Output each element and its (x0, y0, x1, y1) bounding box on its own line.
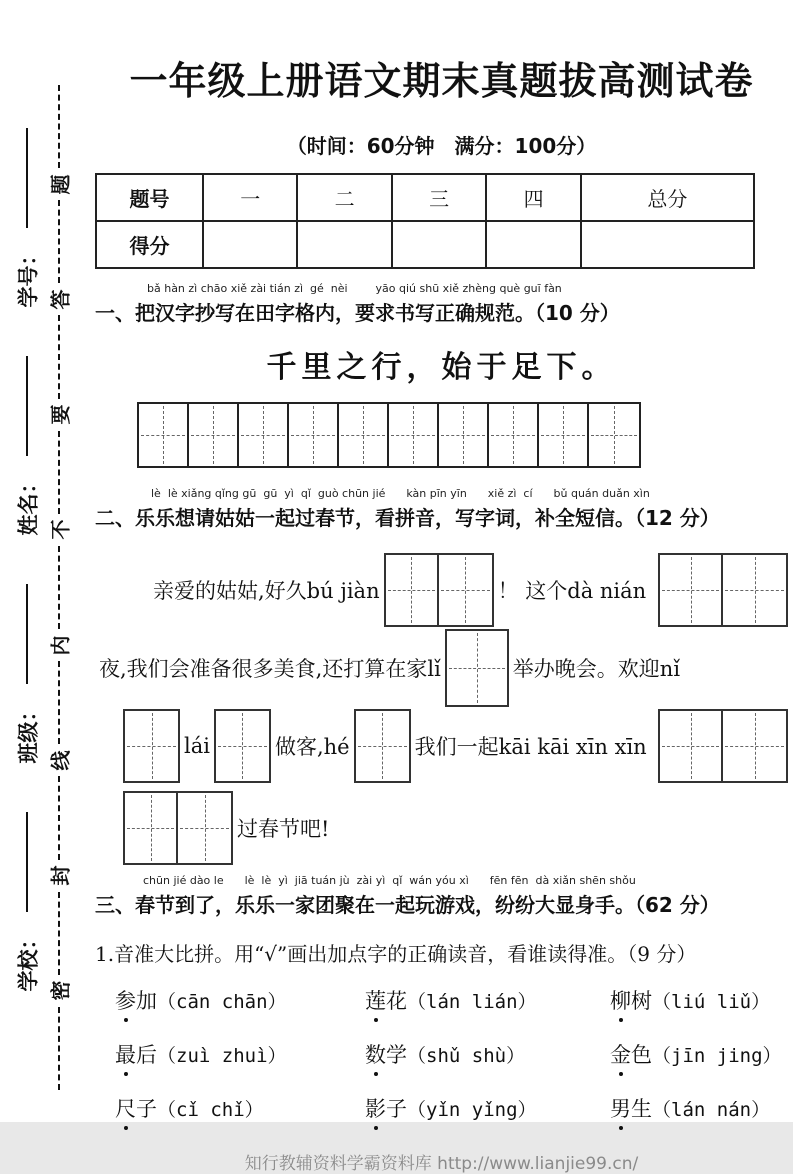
question-number-header: 题号 (96, 174, 203, 221)
tianzige-cell (139, 404, 189, 466)
seal-line (46, 85, 72, 1090)
tianzige-cell (439, 404, 489, 466)
seal-dash (58, 85, 60, 168)
student-info-margin (10, 128, 44, 1040)
section-3-heading: 三、春节到了，乐乐一家团聚在一起玩游戏，纷纷大显身手。（62 分） (95, 893, 720, 918)
word-item: 莲花（lán lián） (365, 985, 610, 1015)
section-3-pinyin: chūn jié dào le lè lè yì jiā tuán jù zài yì qǐ wán yóu xì fēn fēn dà xiǎn shēn shǒu (143, 874, 636, 888)
answer-grid (384, 553, 494, 627)
letter-text: 亲爱的姑姑,好久bú jiàn (153, 579, 380, 604)
word-item: 尺子（cǐ chǐ） (115, 1093, 365, 1123)
col-header-4: 四 (486, 174, 580, 221)
answer-grid (658, 709, 788, 783)
score-table-header-row (96, 174, 754, 221)
blank-line (26, 584, 28, 684)
word-item: 最后（zuì zhuì） (115, 1039, 365, 1069)
tianzige-cell (489, 404, 539, 466)
school-field (10, 812, 44, 1004)
dotted-char: 最 (115, 1039, 136, 1069)
letter-text: 我们一起kāi kāi xīn xīn (414, 735, 647, 760)
seal-dash (58, 200, 60, 283)
seal-dash (58, 776, 60, 859)
score-table (95, 173, 755, 269)
seal-dash (58, 431, 60, 514)
dotted-char: 莲 (365, 985, 386, 1015)
section-2-heading: 二、乐乐想请姑姑一起过春节，看拼音，写字词，补全短信。（12 分） (95, 506, 720, 531)
score-cell-3 (392, 221, 486, 268)
col-header-1: 一 (203, 174, 297, 221)
letter-text: ！ 这个dà nián (497, 579, 647, 604)
letter-text: 过春节吧! (237, 817, 330, 842)
tianzige-cell (539, 404, 589, 466)
student-name-label: 姓名： (16, 472, 40, 536)
letter-line-4 (95, 791, 788, 865)
word-pinyin-options: （jīn jing） (652, 1045, 782, 1068)
tianzige-cell (589, 404, 639, 466)
tianzige-cell (189, 404, 239, 466)
section-1-pinyin: bǎ hàn zì chāo xiě zài tián zì gé nèi yāo qiú shū xiě zhèng què guī fàn (147, 282, 562, 296)
dotted-char: 影 (365, 1093, 386, 1123)
word-pinyin-options: （cǐ chǐ） (157, 1099, 264, 1122)
dotted-char: 尺 (115, 1093, 136, 1123)
score-cell-total (581, 221, 754, 268)
word-pinyin-options: （shǔ shù） (407, 1045, 526, 1068)
score-row-label: 得分 (96, 221, 203, 268)
answer-grid (445, 629, 509, 707)
score-cell-2 (297, 221, 391, 268)
seal-char: 答 (48, 289, 73, 310)
letter-text: 夜,我们会准备很多美食,还打算在家lǐ (99, 657, 441, 682)
seal-char: 线 (48, 750, 73, 771)
exam-content (95, 0, 788, 1174)
word-item: 参加（cān chān） (115, 985, 365, 1015)
word-item: 柳树（liú liǔ） (610, 985, 788, 1015)
score-cell-4 (486, 221, 580, 268)
section-2-pinyin: lè lè xiǎng qǐng gū gū yì qǐ guò chūn jié kàn pīn yīn xiě zì cí bǔ quán duǎn xìn (151, 487, 650, 501)
answer-grid (354, 709, 411, 783)
copy-phrase: 千里之行，始于足下。 (266, 350, 617, 386)
seal-dash (58, 1007, 60, 1090)
word-pinyin-options: （yǐn yǐng） (407, 1099, 537, 1122)
exam-subtitle: （时间：60分钟 满分：100分） (286, 134, 597, 159)
tianzige-cell (289, 404, 339, 466)
word-pinyin-options: （lán nán） (652, 1099, 771, 1122)
seal-char: 题 (48, 174, 73, 195)
word-item: 男生（lán nán） (610, 1093, 788, 1123)
dotted-char: 男 (610, 1093, 631, 1123)
dotted-char: 金 (610, 1039, 631, 1069)
seal-char: 内 (48, 635, 73, 656)
class-field (10, 584, 44, 776)
school-label: 学校： (16, 928, 40, 992)
dotted-char: 参 (115, 985, 136, 1015)
letter-text: lái (184, 734, 210, 759)
letter-text: 举办晚会。欢迎nǐ (512, 657, 681, 682)
col-header-2: 二 (297, 174, 391, 221)
section-1-heading: 一、把汉字抄写在田字格内，要求书写正确规范。（10 分） (95, 301, 620, 326)
page-title: 一年级上册语文期末真题拔高测试卷 (129, 59, 754, 103)
dotted-char: 数 (365, 1039, 386, 1069)
letter-text: 做客,hé (274, 735, 350, 760)
word-item: 数学（shǔ shù） (365, 1039, 610, 1069)
pronunciation-word-list (115, 985, 788, 1123)
answer-grid (214, 709, 271, 783)
student-id-label: 学号： (16, 244, 40, 308)
seal-dash (58, 661, 60, 744)
score-cell-1 (203, 221, 297, 268)
seal-char: 封 (48, 865, 73, 886)
seal-dash (58, 892, 60, 975)
seal-char: 不 (48, 519, 73, 540)
letter-line-2 (95, 629, 788, 707)
seal-char: 要 (48, 404, 73, 425)
seal-dash (58, 546, 60, 629)
letter-line-1 (95, 553, 788, 627)
answer-grid (123, 709, 180, 783)
letter-line-3 (95, 709, 788, 783)
tianzige-cell (239, 404, 289, 466)
blank-line (26, 356, 28, 456)
dotted-char: 柳 (610, 985, 631, 1015)
word-pinyin-options: （liú liǔ） (652, 991, 771, 1014)
word-pinyin-options: （zuì zhuì） (157, 1045, 287, 1068)
word-pinyin-options: （cān chān） (157, 991, 287, 1014)
answer-grid (123, 791, 233, 865)
tianzige-cell (389, 404, 439, 466)
word-item: 影子（yǐn yǐng） (365, 1093, 610, 1123)
tianzige-cell (339, 404, 389, 466)
seal-dash (58, 315, 60, 398)
student-name-field (10, 356, 44, 548)
footer-note: 知行教辅资料学霸资料库 http://www.lianjie99.cn/ (244, 1154, 639, 1174)
class-label: 班级： (16, 700, 40, 764)
word-item: 金色（jīn jing） (610, 1039, 788, 1069)
total-score-header: 总分 (581, 174, 754, 221)
tianzige-copy-row (137, 402, 641, 468)
seal-char: 密 (48, 980, 73, 1001)
student-id-field (10, 128, 44, 320)
score-table-score-row (96, 221, 754, 268)
word-pinyin-options: （lán lián） (407, 991, 537, 1014)
blank-line (26, 812, 28, 912)
blank-line (26, 128, 28, 228)
answer-grid (658, 553, 788, 627)
col-header-3: 三 (392, 174, 486, 221)
question-1-heading: 1.音准大比拼。用“√”画出加点字的正确读音，看谁读得准。（9 分） (95, 942, 697, 967)
